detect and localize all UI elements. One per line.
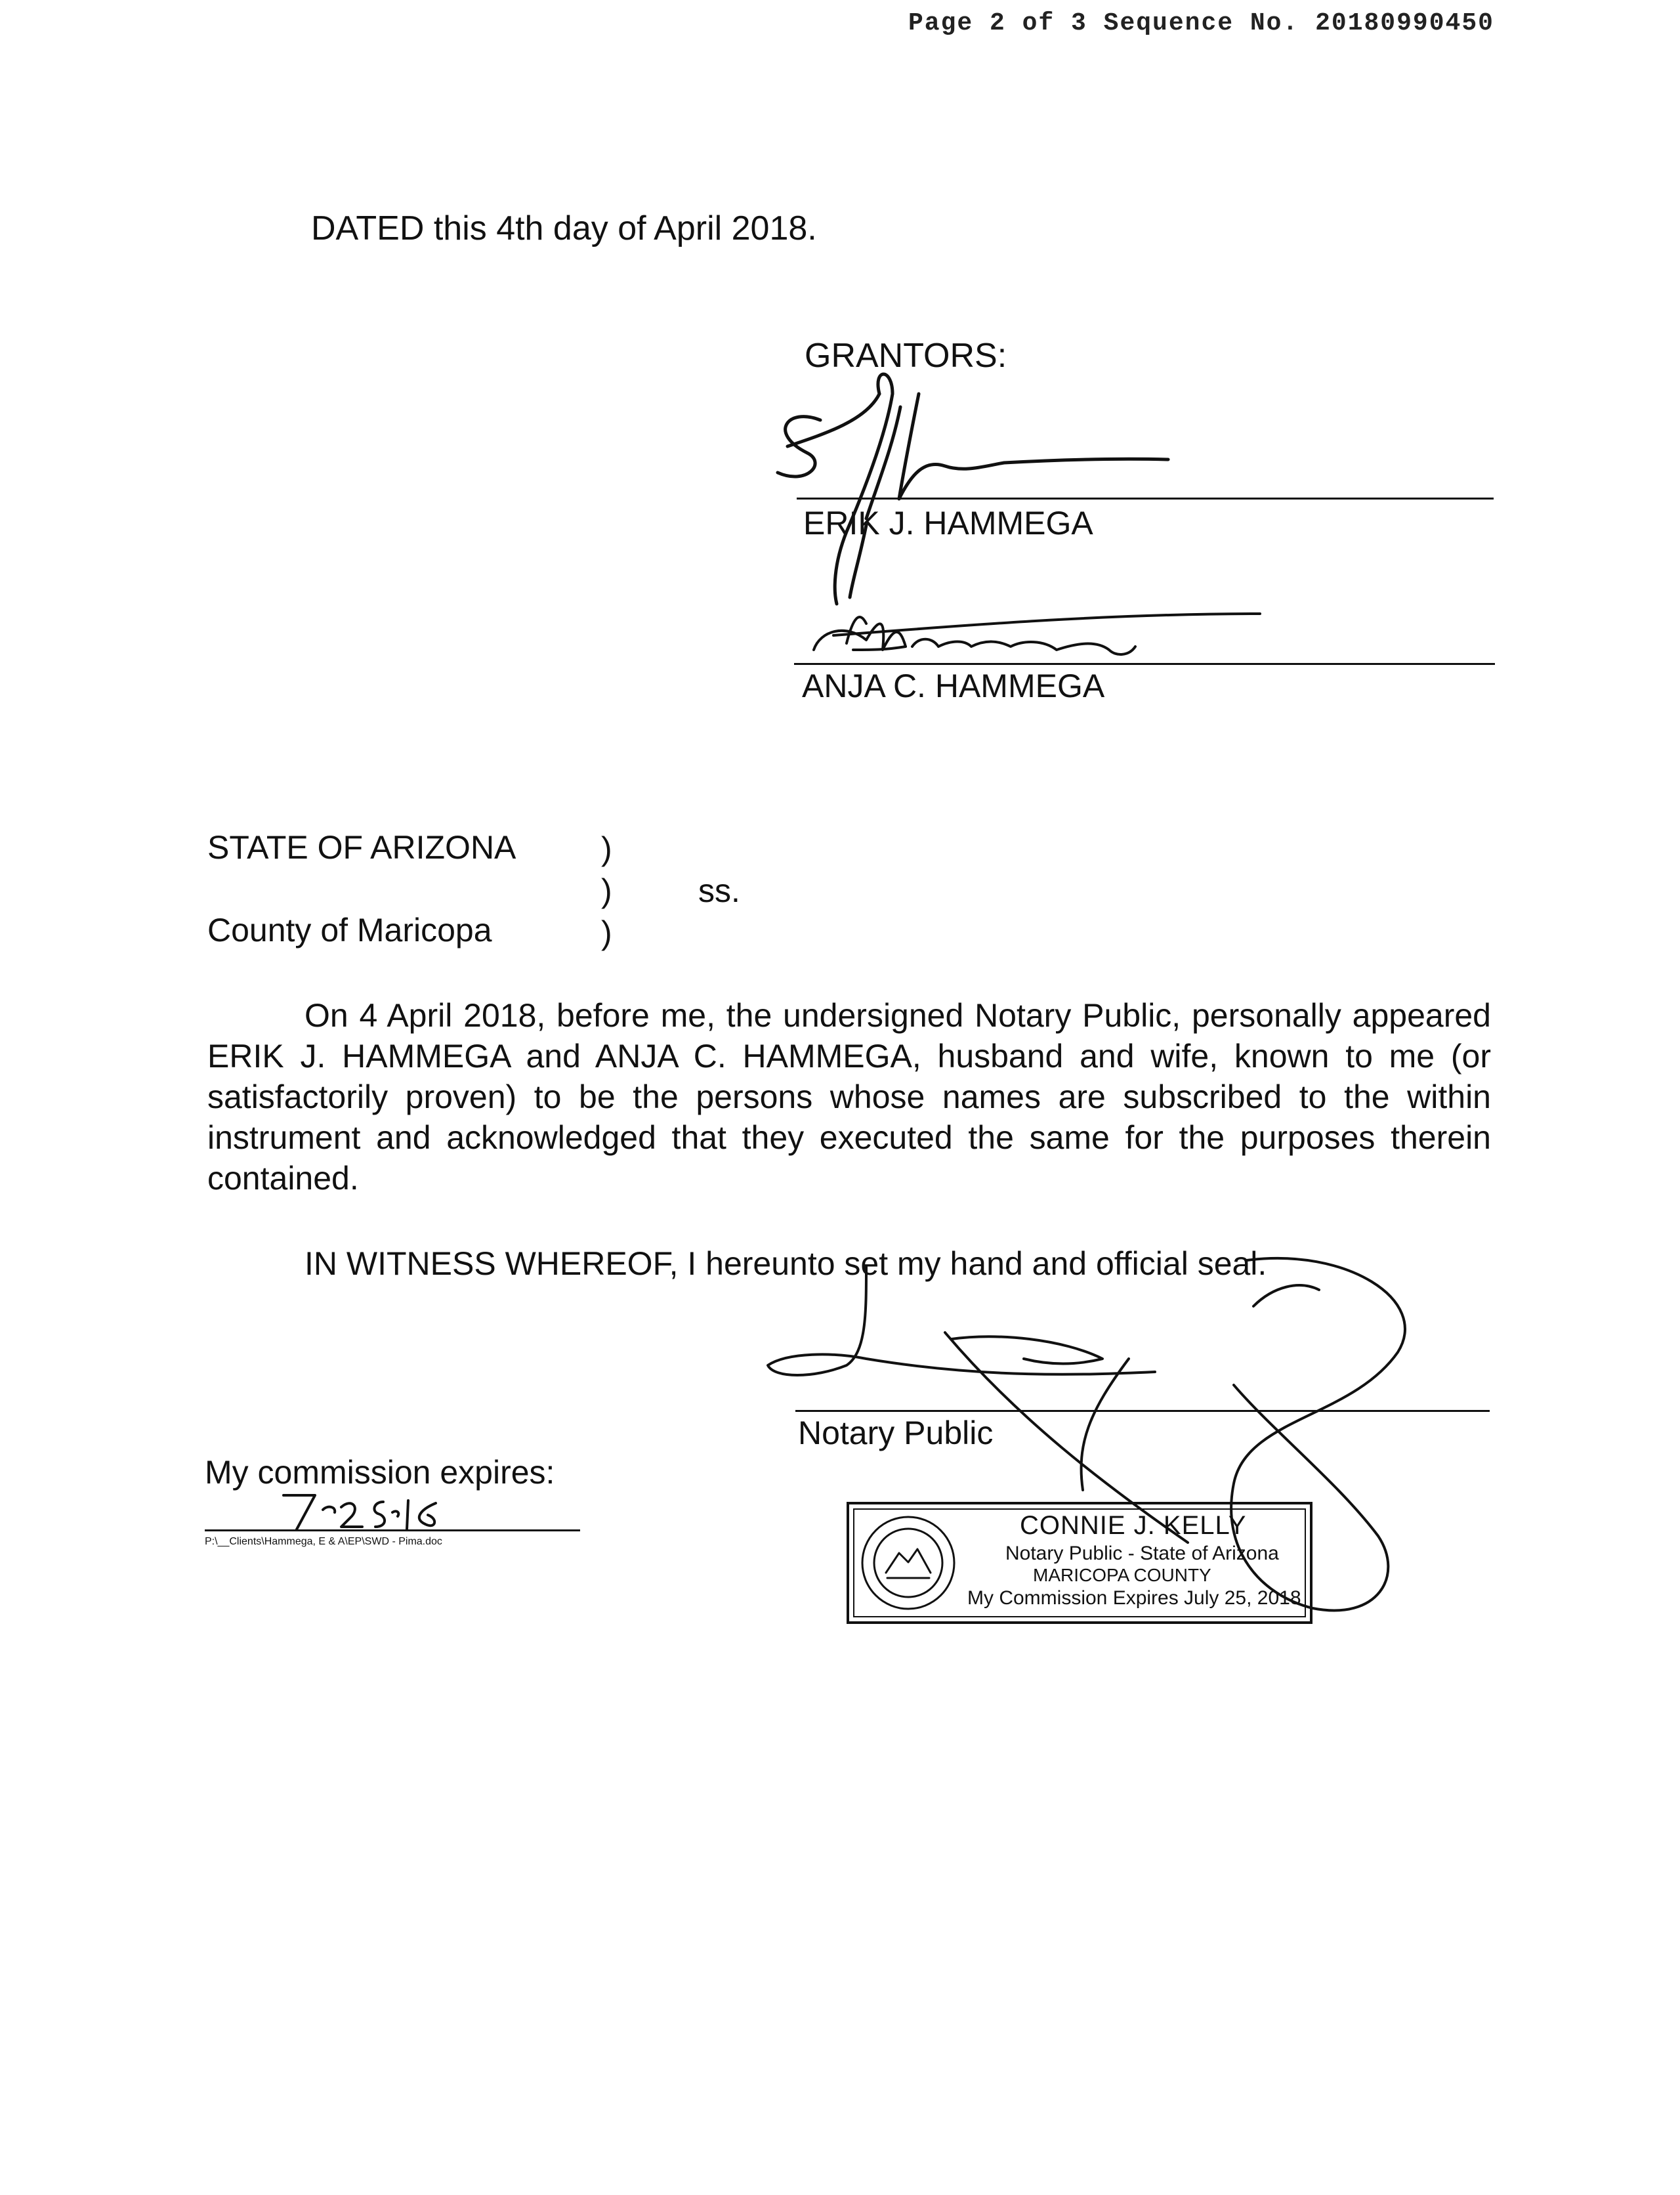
venue-paren: ) [601,830,612,867]
dated-line: DATED this 4th day of April 2018. [311,209,817,247]
venue-paren: ) [601,914,612,951]
venue-paren: ) [601,872,612,909]
venue-county: County of Maricopa [207,912,492,948]
commission-expires-label: My commission expires: [205,1454,555,1491]
commission-date-handwritten-icon [284,1495,436,1529]
state-seal-icon [862,1517,954,1609]
grantor-name-erik: ERIK J. HAMMEGA [803,505,1093,542]
notary-public-label: Notary Public [798,1415,994,1451]
anja-signature-icon [814,614,1260,654]
stamp-notary-name: CONNIE J. KELLY [1020,1511,1247,1540]
witness-clause: IN WITNESS WHEREOF, I hereunto set my hand and official seal. [304,1245,1267,1282]
grantors-label: GRANTORS: [805,337,1007,375]
venue-state: STATE OF ARIZONA [207,829,516,866]
stamp-county: MARICOPA COUNTY [1033,1565,1211,1585]
stamp-notary-title: Notary Public - State of Arizona [1005,1543,1279,1564]
acknowledgment-paragraph: On 4 April 2018, before me, the undersigned Notary Public, personally appeared ERIK J. HAMMEGA and ANJA C. HAMMEGA, husband and wife, known to me (or satisfactorily proven) to be the persons whose names are subscribed to the within instrument and acknowledged that they executed the same for the purposes therein contained. [207,997,1491,1197]
recording-header: Page 2 of 3 Sequence No. 20180990450 [908,9,1494,37]
erik-signature-icon [778,374,1168,604]
stamp-expiration: My Commission Expires July 25, 2018 [967,1587,1301,1609]
venue-ss: ss. [698,872,740,909]
file-path-footer: P:\__Clients\Hammega, E & A\EP\SWD - Pima.doc [205,1536,442,1547]
grantor-name-anja: ANJA C. HAMMEGA [802,668,1105,704]
